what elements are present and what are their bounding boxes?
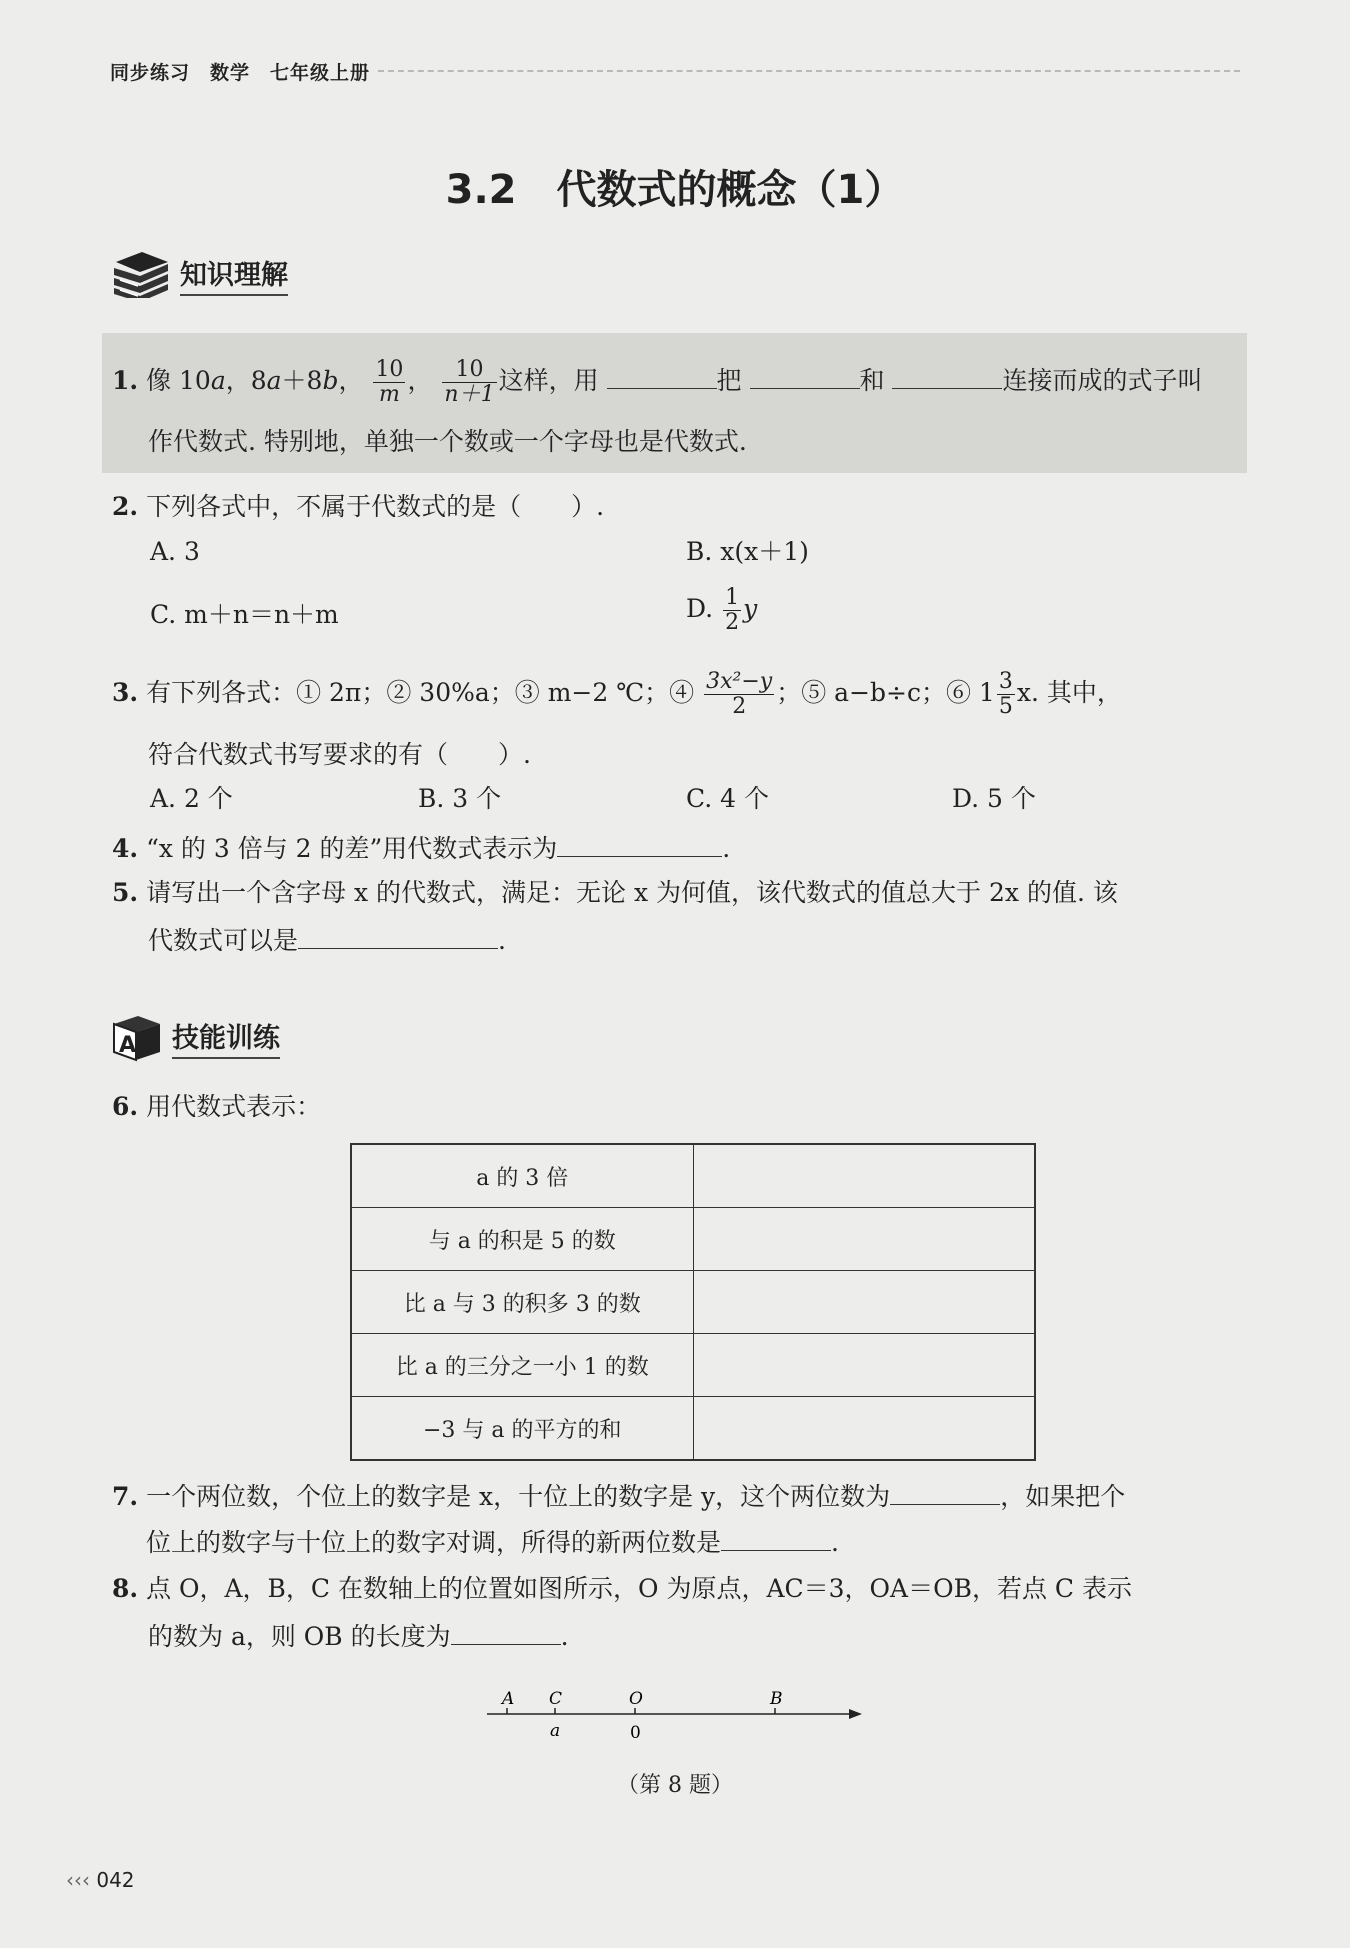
question-1-line-2: 作代数式. 特别地，单独一个数或一个字母也是代数式. [148, 427, 747, 456]
table-cell-answer[interactable] [693, 1144, 1035, 1208]
point-label-b: B [770, 1690, 783, 1709]
page-number: 042 [96, 1868, 135, 1892]
expression-table [350, 1143, 1036, 1461]
question-7-line-1: 7. 一个两位数，个位上的数字是 x，十位上的数字是 y，这个两位数为 ，如果把个 [112, 1478, 1125, 1514]
point-label-a: A [502, 1690, 515, 1709]
option-b[interactable]: B. 3 个 [418, 784, 502, 813]
question-8-line-1: 8. 点 O，A，B，C 在数轴上的位置如图所示，O 为原点，AC＝3，OA＝OB，若点 C 表示 [112, 1574, 1132, 1603]
table-cell-prompt: 比 a 与 3 的积多 3 的数 [351, 1271, 693, 1334]
question-4: 4. “x 的 3 倍与 2 的差”用代数式表示为 . [112, 830, 730, 866]
table-row [351, 1397, 1035, 1461]
option-c[interactable]: C. m＋n＝n＋m [150, 600, 339, 629]
answer-blank[interactable] [721, 1524, 831, 1551]
table-cell-answer[interactable] [693, 1334, 1035, 1397]
table-cell-prompt: 与 a 的积是 5 的数 [351, 1208, 693, 1271]
table-cell-answer[interactable] [693, 1397, 1035, 1461]
svg-text:A: A [119, 1033, 137, 1058]
table-cell-answer[interactable] [693, 1271, 1035, 1334]
option-d[interactable]: D. 5 个 [952, 784, 1036, 813]
answer-blank[interactable] [298, 922, 498, 949]
value-label-a: a [550, 1721, 561, 1741]
arrow-head-icon [849, 1709, 862, 1719]
question-3-line-1: 3. 有下列各式：① 2π；② 30%a；③ m−2 ℃；④ $\frac{\text{3x²−y}}{2}$ ；⑤ a−b÷c；⑥ 1 $\frac{3}{5}$ x. 其中， [112, 669, 1122, 719]
point-label-o: O [629, 1690, 643, 1709]
header-divider [378, 70, 1240, 72]
question-3-line-2: 符合代数式书写要求的有（ ）. [148, 740, 531, 769]
chevrons-left-icon: ‹‹‹ [66, 1868, 90, 1892]
answer-blank[interactable] [451, 1618, 561, 1645]
question-6-stem: 6. 用代数式表示： [112, 1092, 322, 1121]
skill-cube-icon [110, 1012, 162, 1062]
question-8-line-2: 的数为 a，则 OB 的长度为 . [148, 1618, 569, 1654]
answer-blank[interactable] [892, 362, 1002, 389]
option-b[interactable]: B. x(x＋1) [686, 537, 809, 566]
question-2-stem: 2. 下列各式中，不属于代数式的是（ ）. [112, 492, 605, 521]
section-label: 技能训练 [172, 1016, 280, 1059]
page-title: 3.2 代数式的概念（1） [445, 167, 905, 213]
option-a[interactable]: A. 3 [150, 537, 200, 566]
table-cell-answer[interactable] [693, 1208, 1035, 1271]
table-row [351, 1271, 1035, 1334]
answer-blank[interactable] [557, 830, 722, 857]
table-row [351, 1334, 1035, 1397]
answer-blank[interactable] [750, 362, 860, 389]
section-heading-knowledge [110, 250, 288, 298]
fraction: $\frac{10}{n+1}$ [444, 357, 495, 407]
option-c[interactable]: C. 4 个 [686, 784, 769, 813]
running-header: 同步练习 数学 七年级上册 [110, 62, 371, 84]
answer-blank[interactable] [890, 1478, 1000, 1505]
question-7-line-2: 位上的数字与十位上的数字对调，所得的新两位数是 . [146, 1524, 839, 1560]
number-line-figure [487, 1690, 867, 1750]
value-label-zero: 0 [630, 1723, 641, 1743]
table-cell-prompt: 比 a 的三分之一小 1 的数 [351, 1334, 693, 1397]
table-cell-prompt: −3 与 a 的平方的和 [351, 1397, 693, 1461]
answer-blank[interactable] [607, 362, 717, 389]
question-5-line-2: 代数式可以是 . [148, 922, 506, 958]
question-1-line-1: 1. 像 10a，8a＋8b， $\frac{10}{m}$ ， $\frac{10}{n+1}$ 这样，用 把 和 连接而成的式子叫 [112, 357, 1203, 407]
table-row [351, 1144, 1035, 1208]
figure-caption: （第 8 题） [617, 1773, 733, 1798]
page-footer [66, 1868, 135, 1892]
option-a[interactable]: A. 2 个 [150, 784, 233, 813]
table-row [351, 1208, 1035, 1271]
table-cell-prompt: a 的 3 倍 [351, 1144, 693, 1208]
section-label: 知识理解 [180, 253, 288, 296]
point-label-c: C [549, 1690, 563, 1709]
question-5-line-1: 5. 请写出一个含字母 x 的代数式，满足：无论 x 为何值，该代数式的值总大于 2x 的值. 该 [112, 878, 1118, 907]
option-d[interactable]: D. $\frac{1}{2}$ y [686, 585, 758, 635]
section-heading-skills [110, 1012, 280, 1062]
fraction: $\frac{10}{m}$ [375, 357, 404, 407]
books-icon [110, 250, 170, 298]
